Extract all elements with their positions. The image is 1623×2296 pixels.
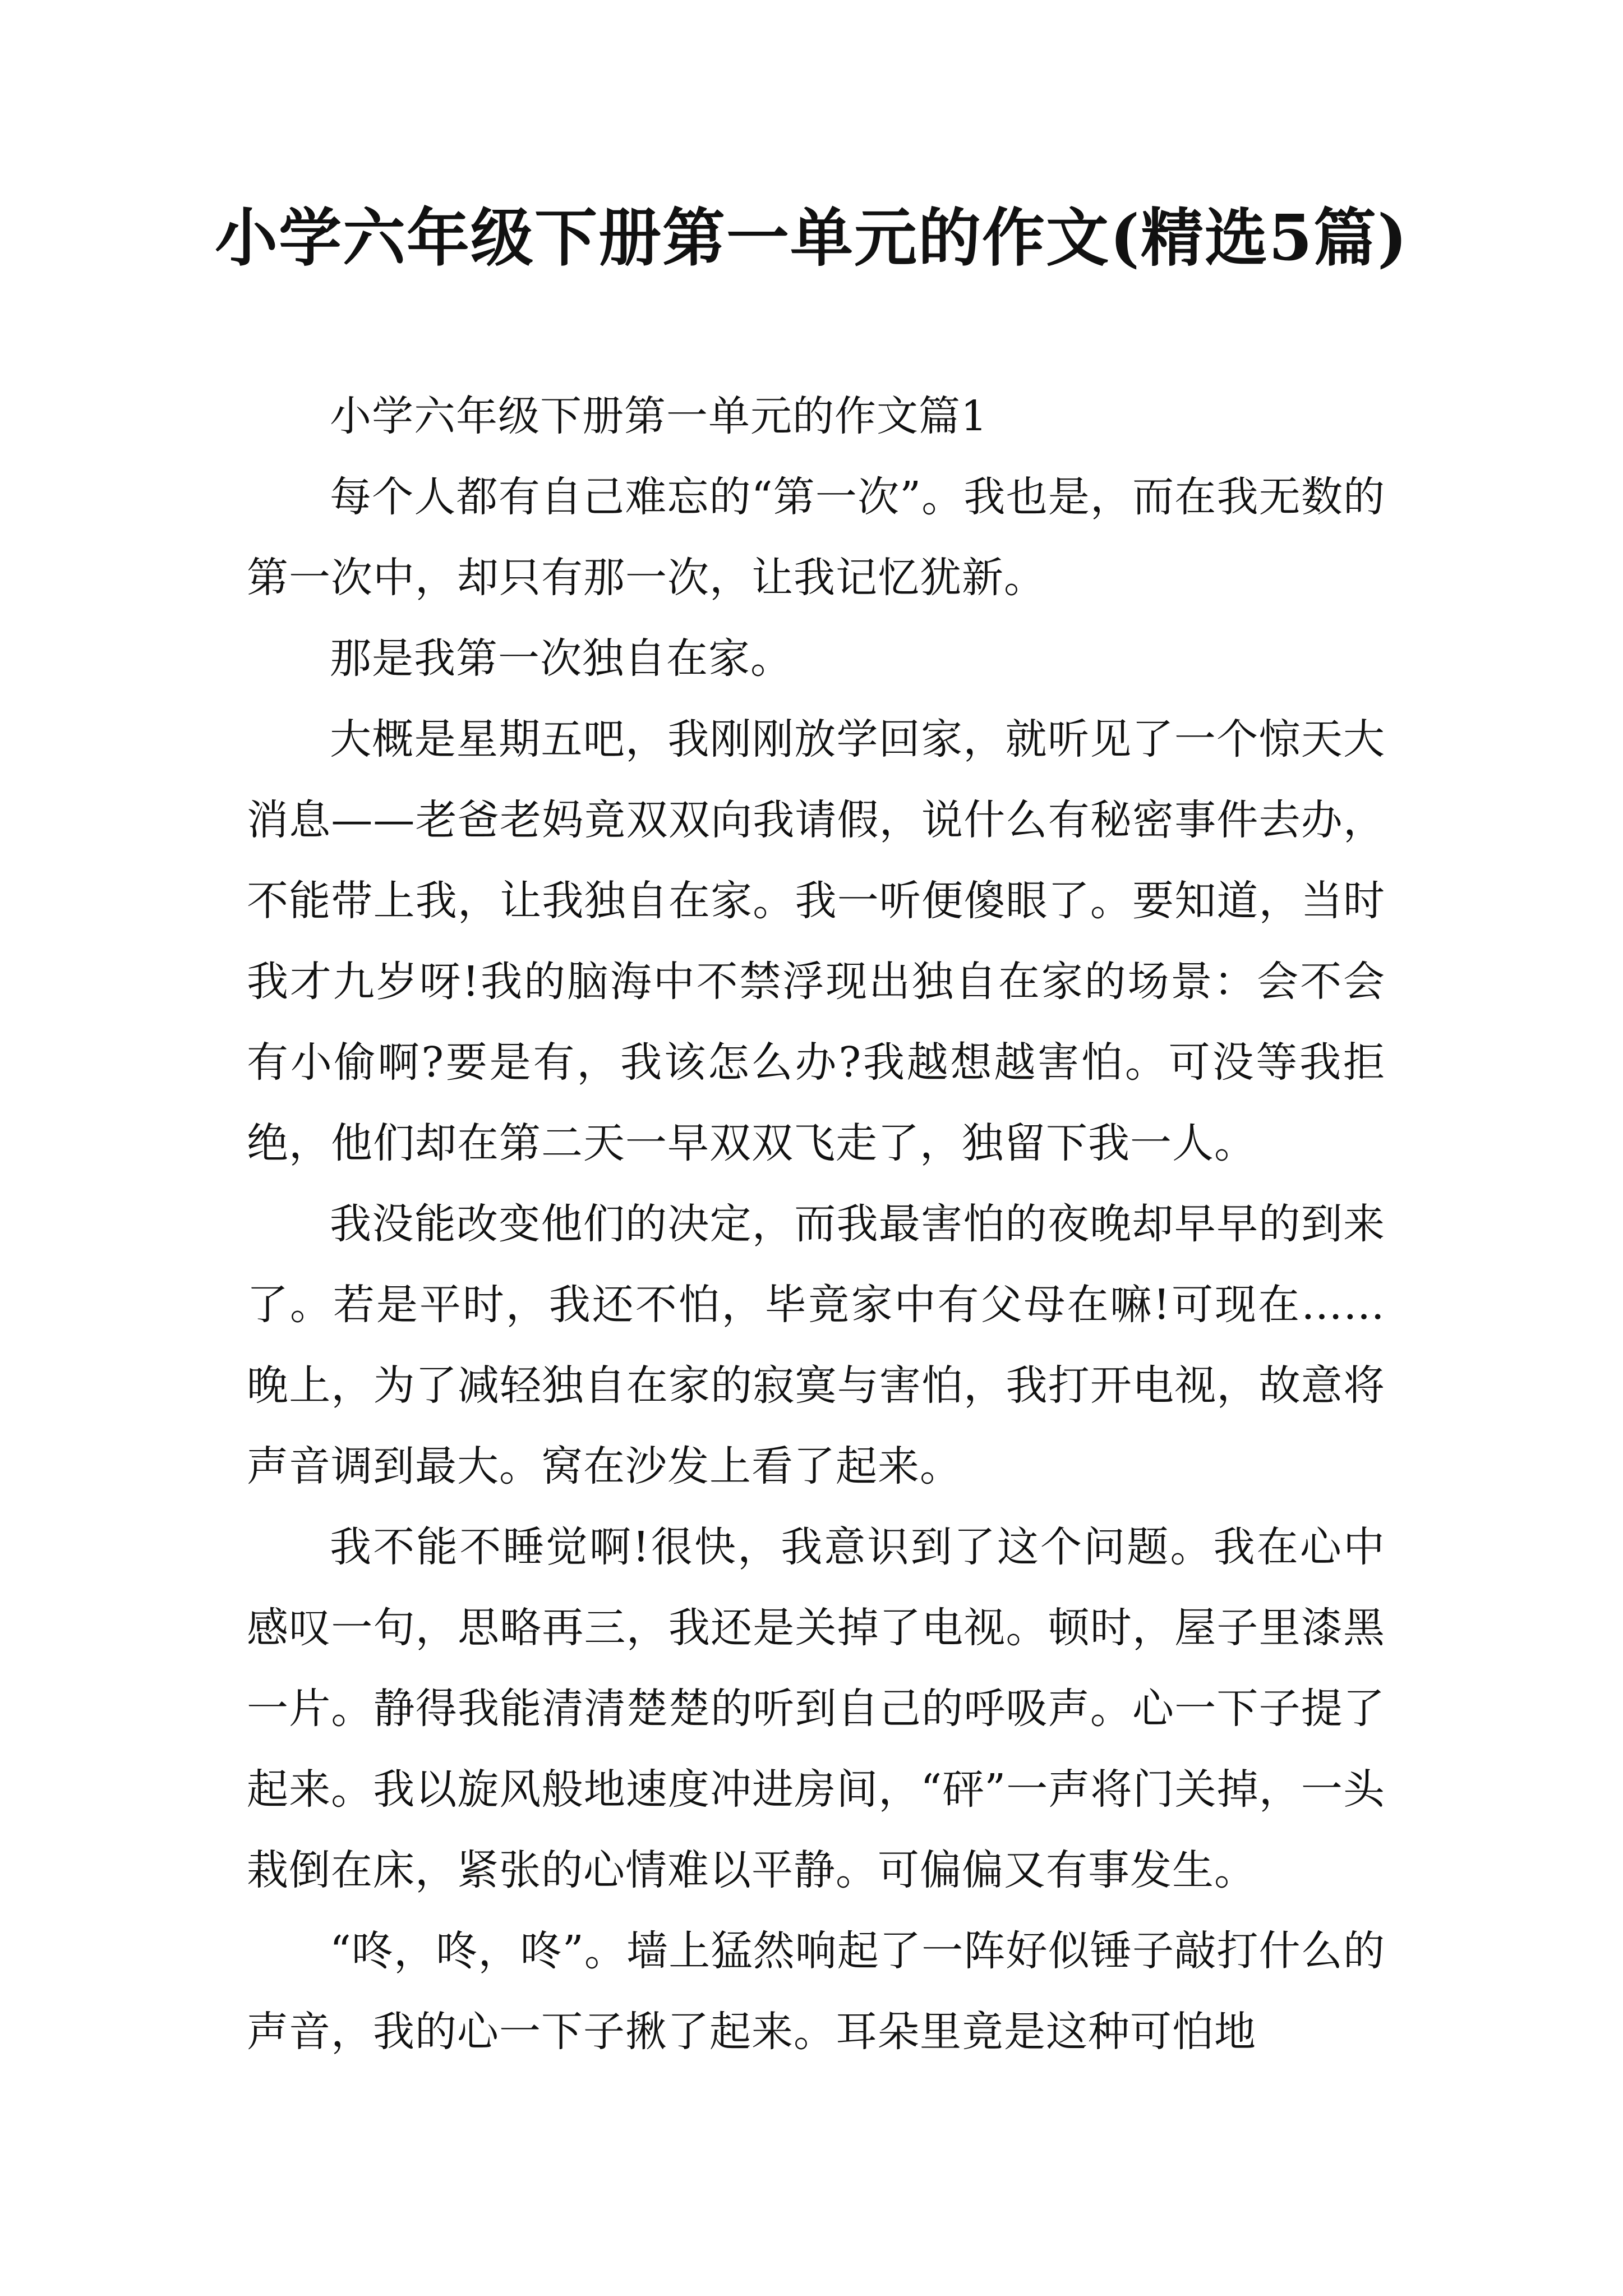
paragraph: 我不能不睡觉啊!很快，我意识到了这个问题。我在心中感叹一句，思略再三，我还是关掉了电视。顿时，屋子里漆黑一片。静得我能清清楚楚的听到自己的呼吸声。心一下子提了起来。我以旋风般地速度冲进房间，“砰”一声将门关掉，一头栽倒在床，紧张的心情难以平静。可偏偏又有事发生。 xyxy=(247,1523,1385,1894)
section-heading: 小学六年级下册第一单元的作文篇1 xyxy=(330,392,988,440)
paragraph: “咚，咚，咚”。墙上猛然响起了一阵好似锤子敲打什么的声音，我的心一下子揪了起来。耳朵里竟是这种可怕地 xyxy=(247,1927,1385,2056)
paragraph: 我没能改变他们的决定，而我最害怕的夜晚却早早的到来了。若是平时，我还不怕，毕竟家中有父母在嘛!可现在……晚上，为了减轻独自在家的寂寞与害怕，我打开电视，故意将声音调到最大。窝在沙发上看了起来。 xyxy=(247,1200,1385,1490)
document-body xyxy=(247,376,1385,2072)
paragraph: 大概是星期五吧，我刚刚放学回家，就听见了一个惊天大消息——老爸老妈竟双双向我请假，说什么有秘密事件去办，不能带上我，让我独自在家。我一听便傻眼了。要知道，当时我才九岁呀!我的脑海中不禁浮现出独自在家的场景：会不会有小偷啊?要是有，我该怎么办?我越想越害怕。可没等我拒绝，他们却在第二天一早双双飞走了，独留下我一人。 xyxy=(247,715,1385,1167)
paragraph: 那是我第一次独自在家。 xyxy=(330,634,792,683)
document-title: 小学六年级下册第一单元的作文(精选5篇) xyxy=(215,201,1408,275)
paragraph: 每个人都有自己难忘的“第一次”。我也是，而在我无数的第一次中，却只有那一次，让我记忆犹新。 xyxy=(247,473,1385,602)
